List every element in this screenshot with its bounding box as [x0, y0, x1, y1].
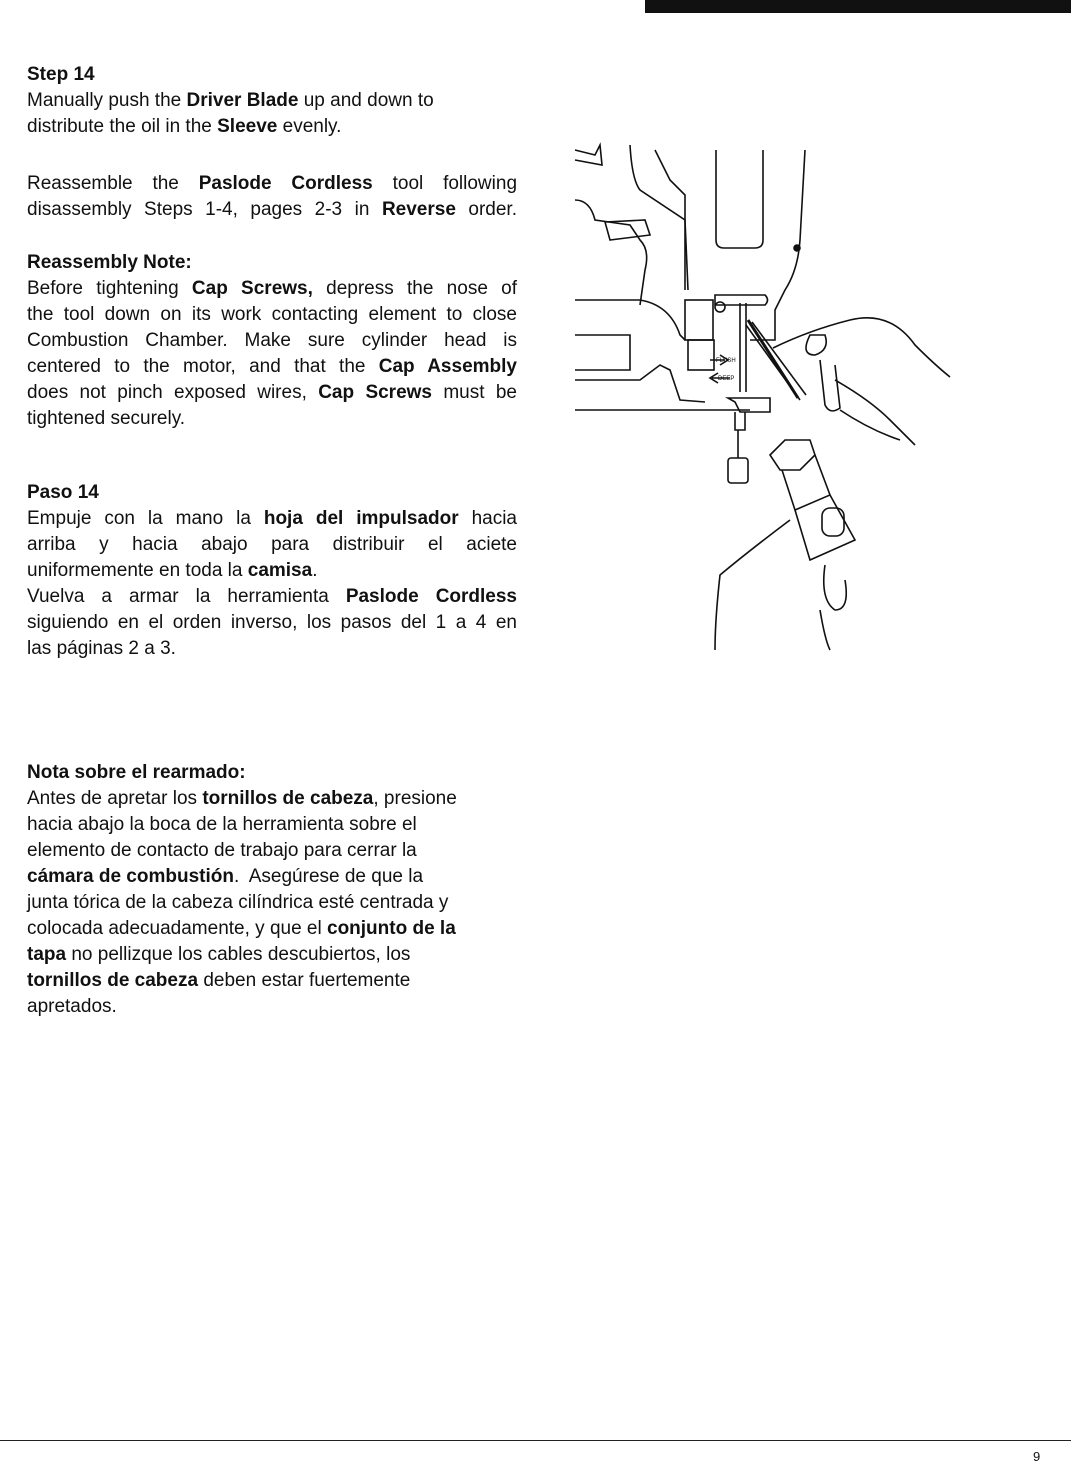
deep-label: DEEP	[718, 376, 735, 382]
text: hacia abajo la boca de la herramienta sobre el	[27, 814, 417, 835]
text-line	[27, 584, 517, 610]
bold-text: Nota sobre el rearmado:	[27, 762, 246, 783]
bold-text: Sleeve	[217, 116, 278, 137]
bold-text: Step 14	[27, 64, 95, 85]
text: uniformemente en toda la	[27, 560, 248, 581]
text: junta tórica de la cabeza cilíndrica esté centrada y	[27, 892, 449, 913]
bold-text: hoja del impulsador	[263, 508, 459, 529]
page-number: 9	[1033, 1449, 1041, 1464]
bold-text: tapa	[27, 944, 67, 965]
text-line	[27, 968, 517, 994]
text: . Asegúrese de que la	[233, 866, 424, 887]
text-line	[27, 532, 517, 558]
text-line	[27, 380, 517, 406]
text: Empuje con la mano la	[27, 508, 264, 529]
bold-text: Cap Screws	[318, 382, 432, 403]
bold-text: Paslode Cordless	[198, 173, 373, 194]
text-line	[27, 890, 517, 916]
text-line	[27, 786, 517, 812]
text-line	[27, 114, 517, 140]
text: colocada adecuadamente, y que el	[27, 918, 327, 939]
text-line	[27, 942, 517, 968]
text-line	[27, 406, 517, 432]
text: hacia	[458, 508, 517, 529]
text-line	[27, 610, 517, 636]
text-line	[27, 250, 517, 276]
header-bar	[645, 0, 1071, 13]
text: does not pinch exposed wires,	[27, 382, 319, 403]
text: disassembly Steps 1-4, pages 2-3 in	[27, 199, 382, 220]
text-line	[27, 506, 517, 532]
text: deben estar fuertemente	[198, 970, 411, 991]
text: Vuelva a armar la herramienta	[27, 586, 346, 607]
text: siguiendo en el orden inverso, los pasos del 1 a 4 en	[27, 612, 517, 633]
text: Reassemble the	[27, 173, 199, 194]
bold-text: Reassembly Note:	[27, 252, 192, 273]
text-line	[27, 994, 517, 1020]
bold-text: Driver Blade	[186, 90, 299, 111]
text: Before tightening	[27, 278, 192, 299]
text-line	[27, 760, 517, 786]
bold-text: tornillos de cabeza	[202, 788, 374, 809]
text-line	[27, 171, 517, 197]
flush-label: FLUSH	[716, 358, 736, 364]
text: no pellizque los cables descubiertos, los	[66, 944, 411, 965]
text: Combustion Chamber. Make sure cylinder head is	[27, 330, 517, 351]
text: evenly.	[277, 116, 342, 137]
text-line	[27, 328, 517, 354]
bold-text: Reverse	[381, 199, 456, 220]
text: must be	[432, 382, 517, 403]
text: depress the nose of	[312, 278, 517, 299]
text-line	[27, 864, 517, 890]
bold-text: Cap Screws,	[191, 278, 313, 299]
text-line	[27, 838, 517, 864]
text-line	[27, 812, 517, 838]
bold-text: cámara de combustión	[27, 866, 234, 887]
text: elemento de contacto de trabajo para cerrar la	[27, 840, 417, 861]
text-line	[27, 62, 517, 88]
text: tightened securely.	[27, 408, 186, 429]
text-line	[27, 916, 517, 942]
bold-text: Cap Assembly	[378, 356, 517, 377]
text: Manually push the	[27, 90, 187, 111]
text-line	[27, 480, 517, 506]
text: the tool down on its work contacting element to close	[27, 304, 517, 325]
text: apretados.	[27, 996, 117, 1017]
step-14-block	[27, 62, 517, 140]
text: up and down to	[298, 90, 434, 111]
text: .	[312, 560, 318, 581]
paso-14-block	[27, 480, 517, 662]
bold-text: Paslode Cordless	[345, 586, 517, 607]
text-line	[27, 636, 517, 662]
text: Antes de apretar los	[27, 788, 203, 809]
text-line	[27, 302, 517, 328]
bold-text: conjunto de la	[327, 918, 456, 939]
tool-reassembly-illustration	[570, 140, 960, 660]
text: las páginas 2 a 3.	[27, 638, 176, 659]
text: centered to the motor, and that the	[27, 356, 379, 377]
text-line	[27, 88, 517, 114]
bold-text: Paso 14	[27, 482, 99, 503]
text: order.	[455, 199, 517, 220]
footer-rule	[0, 1440, 1071, 1441]
text-line	[27, 276, 517, 302]
bold-text: tornillos de cabeza	[27, 970, 199, 991]
text-line	[27, 354, 517, 380]
bold-text: camisa	[247, 560, 313, 581]
text: tool following	[372, 173, 518, 194]
text: distribute the oil in the	[27, 116, 218, 137]
text: , presione	[373, 788, 457, 809]
text: arriba y hacia abajo para distribuir el aciete	[27, 534, 517, 555]
reassembly-note-block	[27, 250, 517, 432]
text-line	[27, 558, 517, 584]
reassemble-block	[27, 171, 517, 223]
nota-rearmado-block	[27, 760, 517, 1020]
text-line	[27, 197, 517, 223]
